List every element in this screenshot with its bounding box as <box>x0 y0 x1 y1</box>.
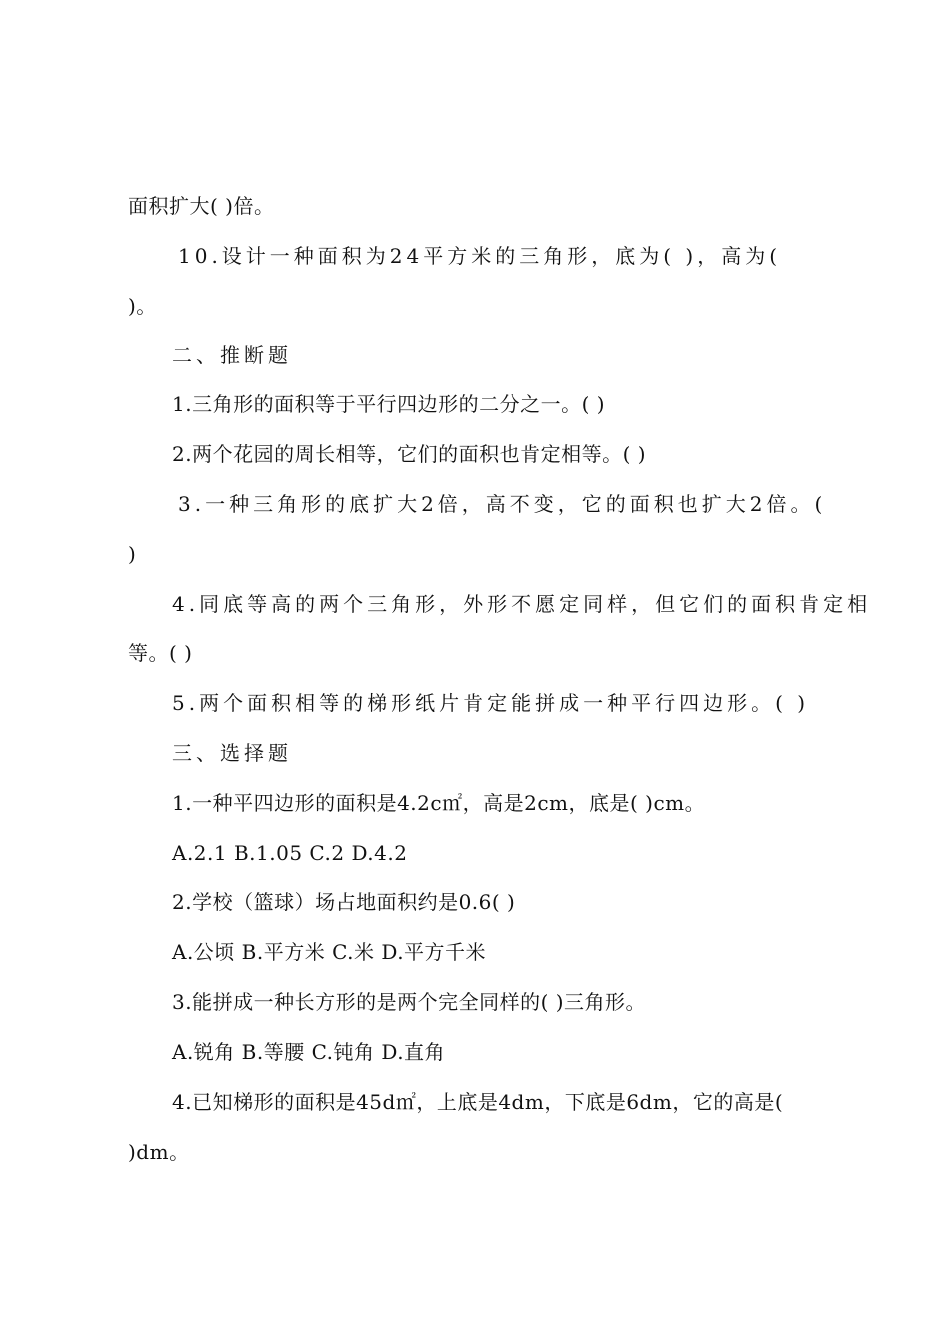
question-10-design-triangle: 10.设计一种面积为24平方米的三角形，底为( )，高为( <box>178 244 782 268</box>
judgment-question-2: 2.两个花园的周长相等，它们的面积也肯定相等。( ) <box>172 442 647 466</box>
choice-question-4: 4.已知梯形的面积是45d㎡，上底是4dm，下底是6dm，它的高是( <box>172 1090 784 1114</box>
question-10-continuation: )。 <box>128 294 157 318</box>
choice-question-4-continuation: )dm。 <box>128 1140 190 1164</box>
choice-question-3-options: A.锐角 B.等腰 C.钝角 D.直角 <box>172 1040 446 1064</box>
section-heading-choice: 三、选择题 <box>172 741 292 765</box>
judgment-question-5: 5.两个面积相等的梯形纸片肯定能拼成一种平行四边形。( ) <box>172 691 810 715</box>
judgment-question-1: 1.三角形的面积等于平行四边形的二分之一。( ) <box>172 392 606 416</box>
judgment-question-3: 3.一种三角形的底扩大2倍，高不变，它的面积也扩大2倍。( <box>178 492 827 516</box>
choice-question-2-options: A.公顷 B.平方米 C.米 D.平方千米 <box>172 940 487 964</box>
choice-question-1: 1.一种平四边形的面积是4.2c㎡，高是2cm，底是( )cm。 <box>172 791 706 815</box>
choice-question-3: 3.能拼成一种长方形的是两个完全同样的( )三角形。 <box>172 990 647 1014</box>
judgment-question-4-continuation: 等。( ) <box>128 641 193 665</box>
judgment-question-3-continuation: ) <box>128 542 137 566</box>
choice-question-2: 2.学校（篮球）场占地面积约是0.6( ) <box>172 890 516 914</box>
judgment-question-4: 4.同底等高的两个三角形，外形不愿定同样，但它们的面积肯定相 <box>172 592 872 616</box>
section-heading-judgment: 二、推断题 <box>172 343 292 367</box>
text-line-area-doubled: 面积扩大( )倍。 <box>128 194 275 218</box>
choice-question-1-options: A.2.1 B.1.05 C.2 D.4.2 <box>172 841 408 865</box>
